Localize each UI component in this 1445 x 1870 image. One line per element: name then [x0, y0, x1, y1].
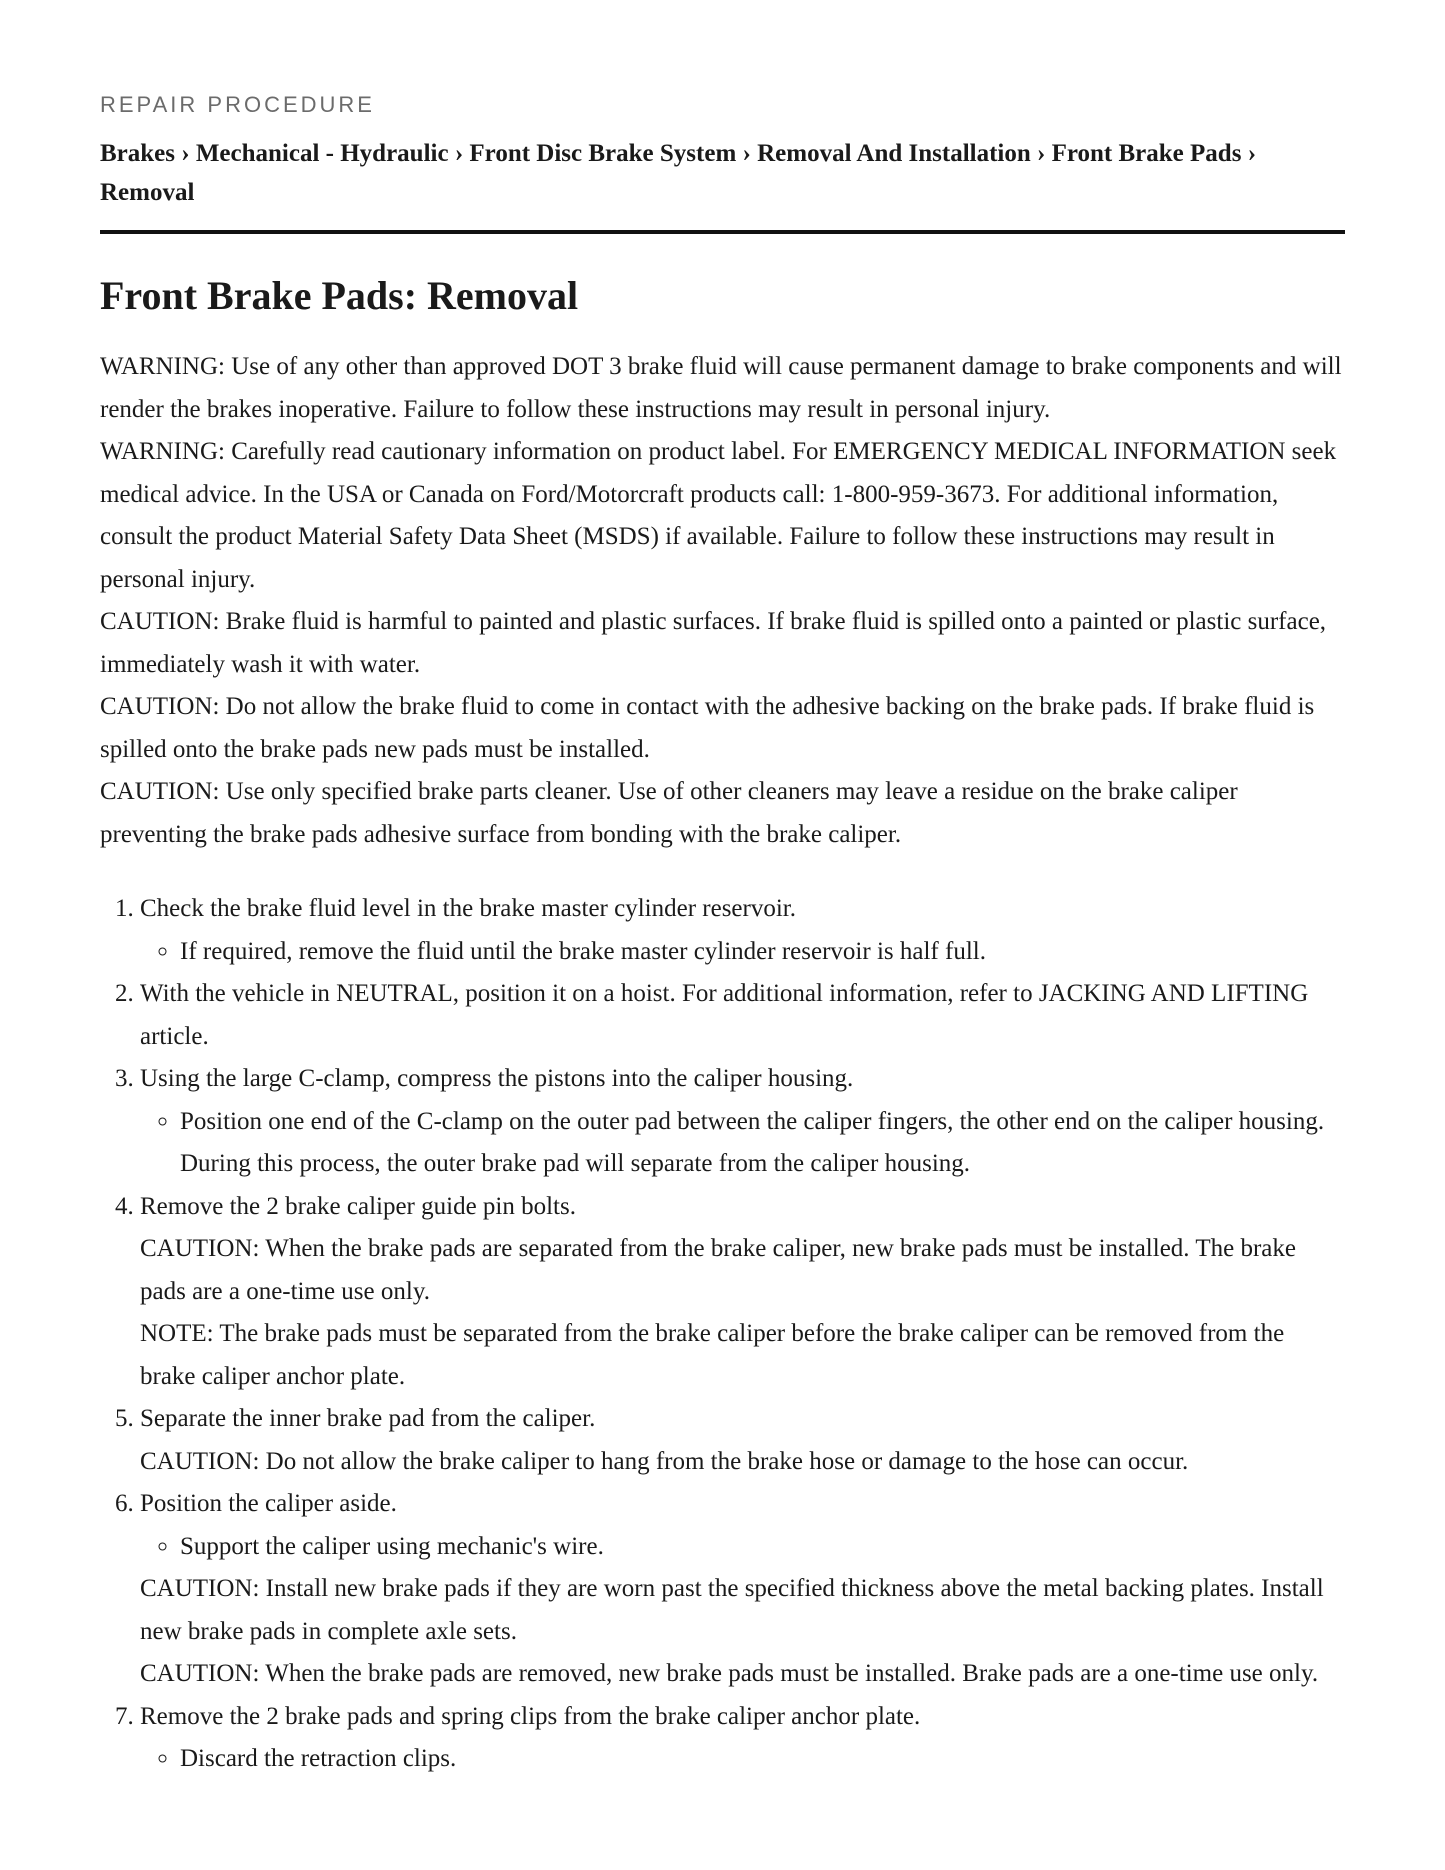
- breadcrumb-separator: ›: [1247, 140, 1257, 167]
- step-text: Position the caliper aside.: [140, 1490, 397, 1517]
- caution-note: CAUTION: When the brake pads are removed, new brake pads must be installed. Brake pads are a one-time use only.: [140, 1660, 1319, 1687]
- step-subitems: [140, 1101, 1345, 1186]
- page-title: Front Brake Pads: Removal: [100, 273, 579, 318]
- section-kicker: REPAIR PROCEDURE: [100, 92, 375, 117]
- caution-note: CAUTION: Brake fluid is harmful to painted and plastic surfaces. If brake fluid is spilled onto a painted or plastic surface, immediately wash it with water.: [100, 608, 1327, 678]
- breadcrumb-separator: ›: [181, 140, 196, 167]
- warning-note: WARNING: Use of any other than approved DOT 3 brake fluid will cause permanent damage to brake components and will render the brakes inoperative. Failure to follow these instructions may result in personal injury.: [100, 353, 1342, 423]
- step-item: [140, 1058, 1345, 1186]
- step-text: Check the brake fluid level in the brake master cylinder reservoir.: [140, 895, 796, 922]
- warnings-block: [100, 346, 1345, 856]
- step-item: [140, 1398, 1345, 1483]
- step-subitems: [140, 1526, 1345, 1569]
- breadcrumb-item-current: Removal: [100, 179, 195, 206]
- caution-note: CAUTION: When the brake pads are separated from the brake caliper, new brake pads must be installed. The brake pads are a one-time use only.: [140, 1235, 1296, 1305]
- step-subitem: ◦ Discard the retraction clips.: [180, 1738, 1345, 1781]
- caution-note: CAUTION: Do not allow the brake caliper to hang from the brake hose or damage to the hose can occur.: [140, 1447, 1189, 1475]
- breadcrumb-item[interactable]: Removal And Installation: [757, 140, 1031, 167]
- step-subitem: ◦ If required, remove the fluid until the brake master cylinder reservoir is half full.: [180, 931, 1345, 974]
- step-item: [140, 973, 1345, 1058]
- step-text: With the vehicle in NEUTRAL, position it on a hoist. For additional information, refer to JACKING AND LIFTING article.: [140, 980, 1309, 1050]
- warning-note: WARNING: Carefully read cautionary information on product label. For EMERGENCY MEDICAL INFORMATION seek medical advice. In the USA or Canada on Ford/Motorcraft products call: 1-800-959-3673. For additional information, consult the product Material Safety Data Sheet (MSDS) if available. Failure to follow these instructions may result in personal injury.: [100, 438, 1337, 593]
- caution-note: CAUTION: Use only specified brake parts cleaner. Use of other cleaners may leave a residue on the brake caliper preventing the brake pads adhesive surface from bonding with the brake caliper.: [100, 778, 1238, 848]
- step-text: Remove the 2 brake caliper guide pin bolts.: [140, 1192, 576, 1220]
- caution-note: CAUTION: Install new brake pads if they are worn past the specified thickness above the metal backing plates. Install new brake pads in complete axle sets.: [140, 1575, 1324, 1645]
- step-item: [140, 1483, 1345, 1696]
- step-text: Using the large C-clamp, compress the pistons into the caliper housing.: [140, 1065, 854, 1092]
- breadcrumb-separator: ›: [742, 140, 758, 167]
- breadcrumb-item[interactable]: Mechanical - Hydraulic: [195, 140, 449, 167]
- breadcrumb-item[interactable]: Front Disc Brake System: [469, 140, 737, 167]
- step-item: [140, 1696, 1345, 1781]
- step-item: [140, 1186, 1345, 1399]
- procedure-steps: [100, 888, 1345, 1781]
- step-subitem: ◦ Position one end of the C-clamp on the outer pad between the caliper fingers, the other end on the caliper housing. During this process, the outer brake pad will separate from the caliper housing.: [180, 1101, 1345, 1186]
- breadcrumb-item[interactable]: Brakes: [100, 140, 175, 167]
- breadcrumb: [100, 134, 1345, 234]
- step-subitem: ◦ Support the caliper using mechanic's wire.: [180, 1526, 1345, 1569]
- breadcrumb-separator: ›: [1037, 140, 1052, 167]
- step-subitems: [140, 931, 1345, 974]
- step-text: Separate the inner brake pad from the caliper.: [140, 1405, 596, 1432]
- caution-note: CAUTION: Do not allow the brake fluid to come in contact with the adhesive backing on the brake pads. If brake fluid is spilled onto the brake pads new pads must be installed.: [100, 693, 1315, 763]
- step-subitems: [140, 1738, 1345, 1781]
- step-text: Remove the 2 brake pads and spring clips from the brake caliper anchor plate.: [140, 1702, 921, 1730]
- breadcrumb-separator: ›: [454, 140, 470, 167]
- step-item: [140, 888, 1345, 973]
- breadcrumb-item[interactable]: Front Brake Pads: [1051, 140, 1242, 167]
- info-note: NOTE: The brake pads must be separated from the brake caliper before the brake caliper can be removed from the brake caliper anchor plate.: [140, 1320, 1285, 1390]
